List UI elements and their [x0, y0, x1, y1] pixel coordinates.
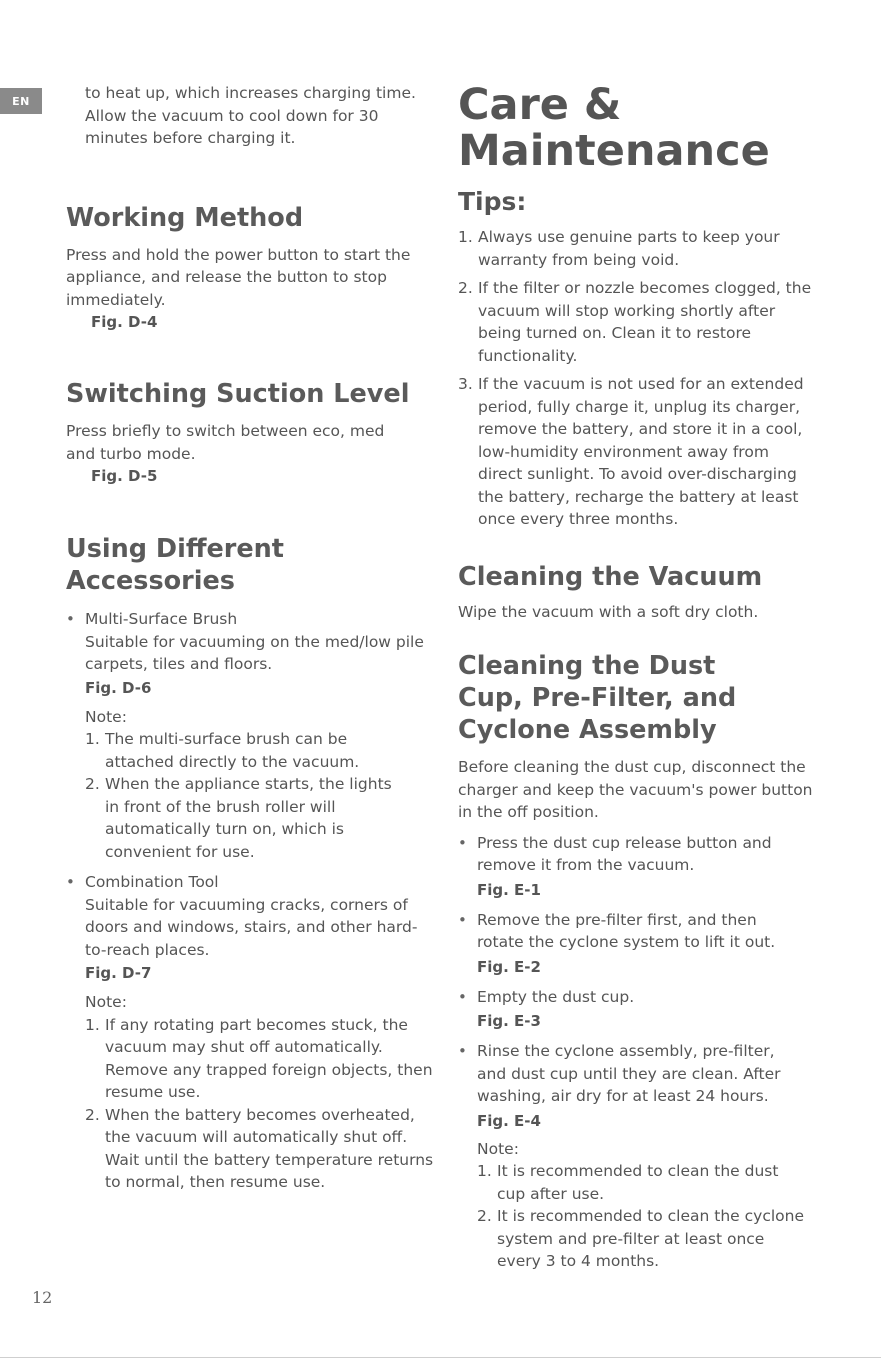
note-text: The multi-surface brush can be attached directly to the vacuum.	[105, 730, 360, 771]
step-text: • Rinse the cyclone assembly, pre-filter, and dust cup until they are clean. After washing, air dry for at least 24 hours.	[477, 1042, 781, 1105]
list-item	[66, 871, 438, 1194]
working-method-text: Press and hold the power button to start the appliance, and release the button to stop immediately.	[66, 245, 411, 309]
cleaning-cup-heading: Cleaning the Dust Cup, Pre-Filter, and Cyclone Assembly	[458, 651, 737, 745]
note-number: 1.	[85, 730, 100, 748]
working-method-heading: Working Method	[66, 202, 304, 233]
note-list	[85, 728, 438, 863]
step-text: • Remove the pre-filter first, and then rotate the cyclone system to lift it out.	[477, 910, 776, 951]
step-text: • Press the dust cup release button and remove it from the vacuum.	[477, 833, 772, 874]
note-label: Note:	[85, 707, 127, 726]
fig-d4: Fig. D-4	[91, 313, 158, 331]
intro-text: to heat up, which increases charging time. Allow the vacuum to cool down for 30 minutes before charging it.	[85, 84, 416, 147]
page-title: Care & Maintenance	[458, 80, 770, 176]
suction-level-text: Press briefly to switch between eco, med and turbo mode.	[66, 422, 385, 463]
cleaning-steps-list	[458, 832, 848, 1273]
list-item	[458, 832, 848, 901]
note-number: 2.	[85, 1105, 100, 1124]
accessory-text: Suitable for vacuuming cracks, corners of doors and windows, stairs, and other hard-to-reach places.	[85, 895, 418, 959]
step-text: • Empty the dust cup.	[477, 987, 635, 1006]
note-list	[85, 1014, 438, 1194]
list-item	[458, 277, 848, 367]
note-number: 2.	[85, 775, 100, 793]
note-number: 1.	[477, 1162, 492, 1180]
list-item	[85, 1014, 438, 1104]
cleaning-vacuum-text: Wipe the vacuum with a soft dry cloth.	[458, 602, 759, 621]
note-number: 1.	[85, 1015, 100, 1034]
accessory-text: Suitable for vacuuming on the med/low pile carpets, tiles and floors.	[85, 632, 424, 673]
tip-number: 2.	[458, 279, 473, 297]
accessories-list	[66, 608, 438, 1194]
tips-heading: Tips:	[458, 187, 527, 216]
note-label: Note:	[477, 1139, 519, 1158]
suction-level-heading: Switching Suction Level	[66, 379, 410, 409]
note-list	[477, 1160, 848, 1273]
language-tab: EN	[0, 88, 42, 114]
tip-number: 3.	[458, 375, 473, 393]
fig-e2: Fig. E-2	[477, 957, 541, 976]
accessory-title: • Combination Tool	[85, 873, 219, 891]
list-item	[458, 226, 848, 271]
page-number: 12	[32, 1288, 53, 1307]
cleaning-cup-text: Before cleaning the dust cup, disconnect the charger and keep the vacuum's power button in the off position.	[458, 758, 813, 821]
list-item	[66, 608, 438, 863]
note-text: If any rotating part becomes stuck, the vacuum may shut off automatically. Remove any trapped foreign objects, then resume use.	[105, 1015, 433, 1101]
cleaning-vacuum-heading: Cleaning the Vacuum	[458, 561, 763, 592]
tip-text: Always use genuine parts to keep your warranty from being void.	[478, 228, 780, 269]
tip-number: 1.	[458, 228, 473, 246]
list-item	[85, 1104, 438, 1194]
note-text: It is recommended to clean the dust cup after use.	[497, 1162, 779, 1203]
note-text: When the appliance starts, the lights in front of the brush roller will automatically turn on, which is convenient for use.	[105, 775, 392, 861]
accessory-title: • Multi-Surface Brush	[85, 610, 238, 628]
list-item	[458, 909, 848, 978]
fig-e4: Fig. E-4	[477, 1111, 541, 1130]
fig-d6: Fig. D-6	[85, 678, 152, 697]
list-item	[85, 773, 438, 863]
bottom-divider	[0, 1357, 881, 1358]
fig-e3: Fig. E-3	[477, 1012, 541, 1030]
list-item	[458, 1040, 848, 1273]
list-item	[477, 1205, 848, 1273]
note-text: It is recommended to clean the cyclone system and pre-filter at least once every 3 to 4 months.	[497, 1207, 804, 1270]
accessories-heading: Using Different Accessories	[66, 534, 284, 596]
list-item	[458, 986, 848, 1033]
tip-text: If the filter or nozzle becomes clogged, the vacuum will stop working shortly after being turned on. Clean it to restore functionality.	[478, 279, 812, 365]
note-text: When the battery becomes overheated, the vacuum will automatically shut off. Wait until the battery temperature returns to normal, then resume use.	[105, 1105, 434, 1191]
fig-d5: Fig. D-5	[91, 467, 158, 485]
fig-e1: Fig. E-1	[477, 880, 541, 899]
note-number: 2.	[477, 1207, 492, 1225]
right-column	[458, 82, 848, 1273]
list-item	[477, 1160, 848, 1205]
list-item	[458, 373, 848, 531]
tip-text: If the vacuum is not used for an extended period, fully charge it, unplug its charger, remove the battery, and store it in a cool, low-humidity environment away from direct sunlight. To avoid over-discharging the battery, recharge the battery at least once every three months.	[478, 375, 804, 528]
left-column	[66, 82, 438, 1194]
list-item	[85, 728, 438, 773]
note-label: Note:	[85, 993, 127, 1011]
tips-list	[458, 226, 848, 531]
fig-d7: Fig. D-7	[85, 964, 152, 982]
